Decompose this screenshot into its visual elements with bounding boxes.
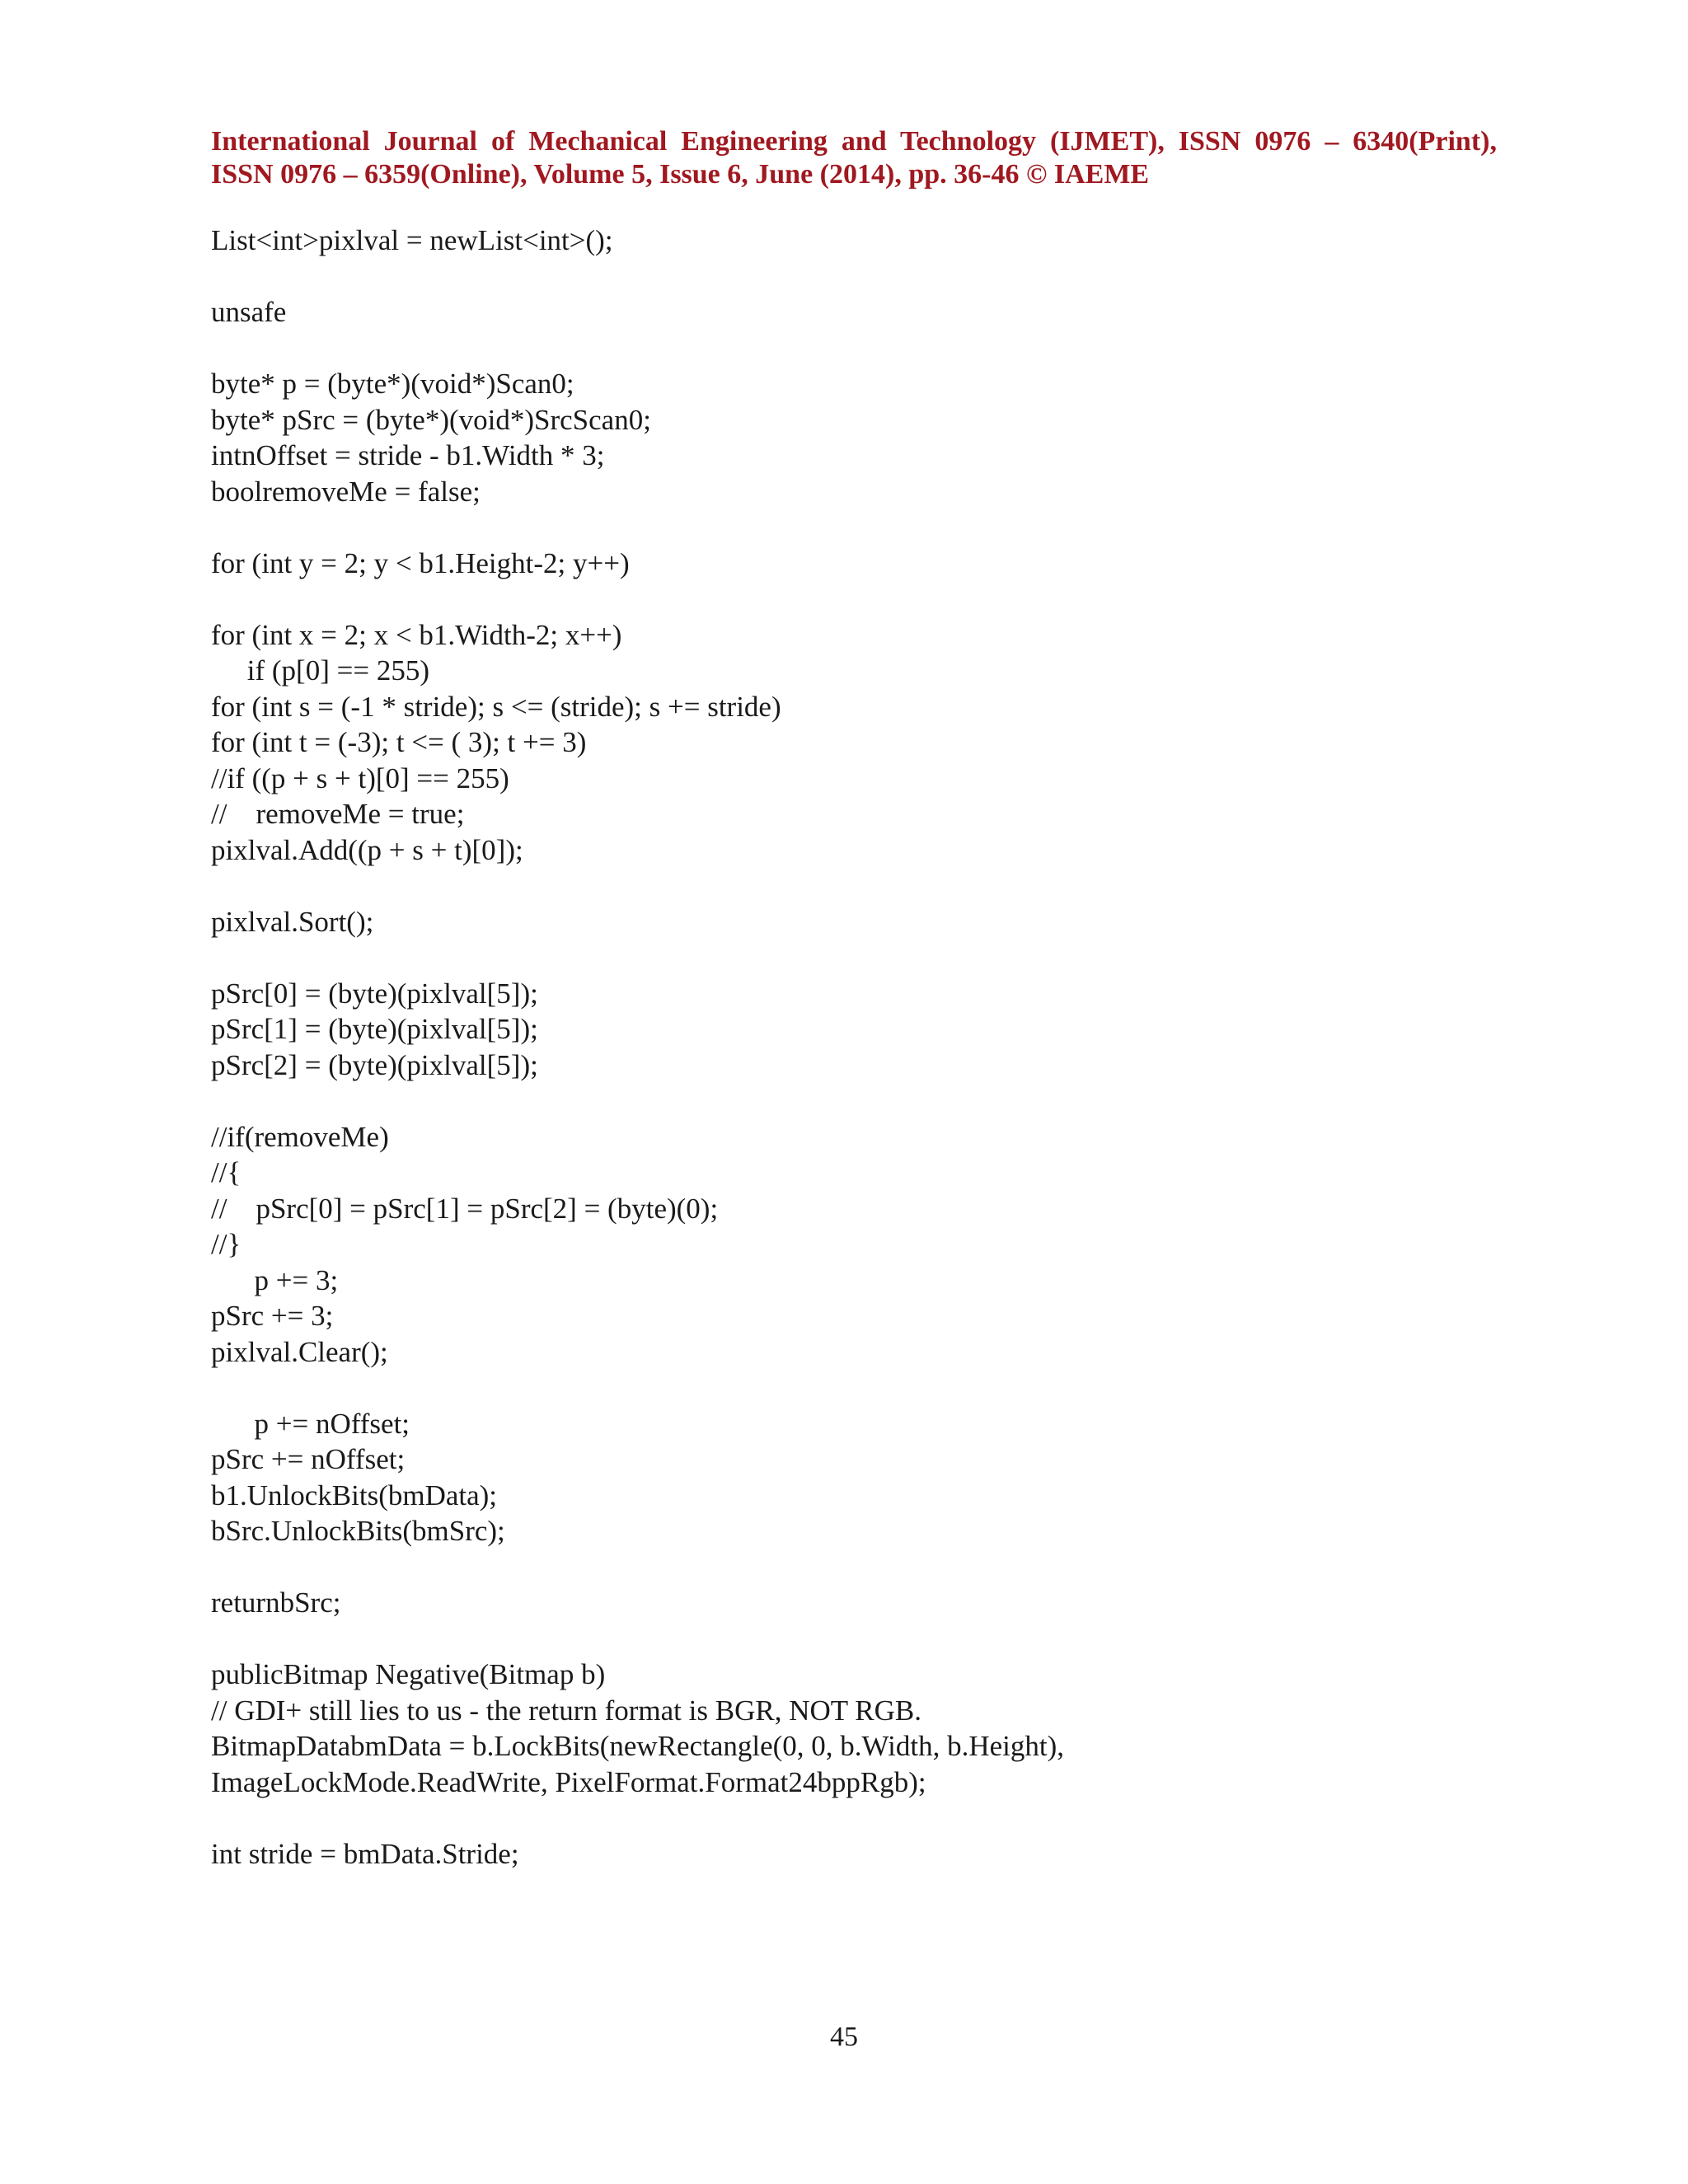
code-line — [211, 1549, 1497, 1586]
code-line: BitmapDatabmData = b.LockBits(newRectangle(0, 0, b.Width, b.Height), — [211, 1730, 1065, 1762]
code-line: pSrc[0] = (byte)(pixlval[5]); — [211, 977, 538, 1010]
code-line: // GDI+ still lies to us - the return format is BGR, NOT RGB. — [211, 1694, 921, 1727]
code-line: publicBitmap Negative(Bitmap b) — [211, 1658, 606, 1690]
code-line: pSrc += 3; — [211, 1300, 334, 1332]
code-line: pSrc += nOffset; — [211, 1443, 406, 1475]
code-line: if (p[0] == 255) — [211, 654, 429, 687]
code-line: boolremoveMe = false; — [211, 475, 481, 508]
code-line: byte* pSrc = (byte*)(void*)SrcScan0; — [211, 403, 651, 436]
code-line — [211, 940, 1497, 976]
code-line: pSrc[1] = (byte)(pixlval[5]); — [211, 1013, 538, 1045]
journal-header-line-1: International Journal of Mechanical Engineering and Technology (IJMET), ISSN 0976 – 6340(Print), — [211, 126, 1497, 157]
code-line: for (int s = (-1 * stride); s <= (stride); s += stride) — [211, 690, 781, 723]
journal-header — [211, 125, 1497, 191]
code-line — [211, 1083, 1497, 1119]
code-line — [211, 1621, 1497, 1657]
code-line — [211, 1370, 1497, 1406]
code-line: ImageLockMode.ReadWrite, PixelFormat.Format24bppRgb); — [211, 1765, 926, 1798]
journal-header-line-2: ISSN 0976 – 6359(Online), Volume 5, Issue 6, June (2014), pp. 36-46 © IAEME — [211, 159, 1150, 190]
code-line: //} — [211, 1228, 241, 1260]
code-line: List<int>pixlval = newList<int>(); — [211, 224, 613, 256]
code-line: returnbSrc; — [211, 1586, 341, 1619]
code-listing — [211, 223, 1497, 1872]
code-line: intnOffset = stride - b1.Width * 3; — [211, 439, 605, 471]
code-line: p += 3; — [211, 1263, 339, 1296]
code-line: unsafe — [211, 296, 287, 328]
code-line: p += nOffset; — [211, 1407, 410, 1440]
code-line: for (int y = 2; y < b1.Height-2; y++) — [211, 546, 630, 579]
code-line: pixlval.Clear(); — [211, 1335, 388, 1368]
code-line: for (int x = 2; x < b1.Width-2; x++) — [211, 618, 622, 651]
code-line — [211, 1800, 1497, 1836]
page-number: 45 — [830, 2022, 858, 2052]
code-line: byte* p = (byte*)(void*)Scan0; — [211, 368, 574, 400]
code-line: pixlval.Add((p + s + t)[0]); — [211, 833, 523, 866]
code-line — [211, 330, 1497, 367]
code-line: int stride = bmData.Stride; — [211, 1837, 519, 1870]
code-line: bSrc.UnlockBits(bmSrc); — [211, 1515, 505, 1547]
code-line: for (int t = (-3); t <= ( 3); t += 3) — [211, 726, 587, 758]
code-line: pixlval.Sort(); — [211, 905, 374, 938]
code-line — [211, 259, 1497, 295]
code-line: // removeMe = true; — [211, 798, 465, 830]
code-line: //if(removeMe) — [211, 1120, 389, 1153]
code-line — [211, 868, 1497, 904]
code-line: b1.UnlockBits(bmData); — [211, 1479, 498, 1511]
code-line: //{ — [211, 1156, 241, 1188]
code-line: //if ((p + s + t)[0] == 255) — [211, 762, 509, 794]
code-line — [211, 581, 1497, 617]
code-line: pSrc[2] = (byte)(pixlval[5]); — [211, 1048, 538, 1081]
code-line — [211, 509, 1497, 546]
code-line: // pSrc[0] = pSrc[1] = pSrc[2] = (byte)(0); — [211, 1192, 719, 1225]
